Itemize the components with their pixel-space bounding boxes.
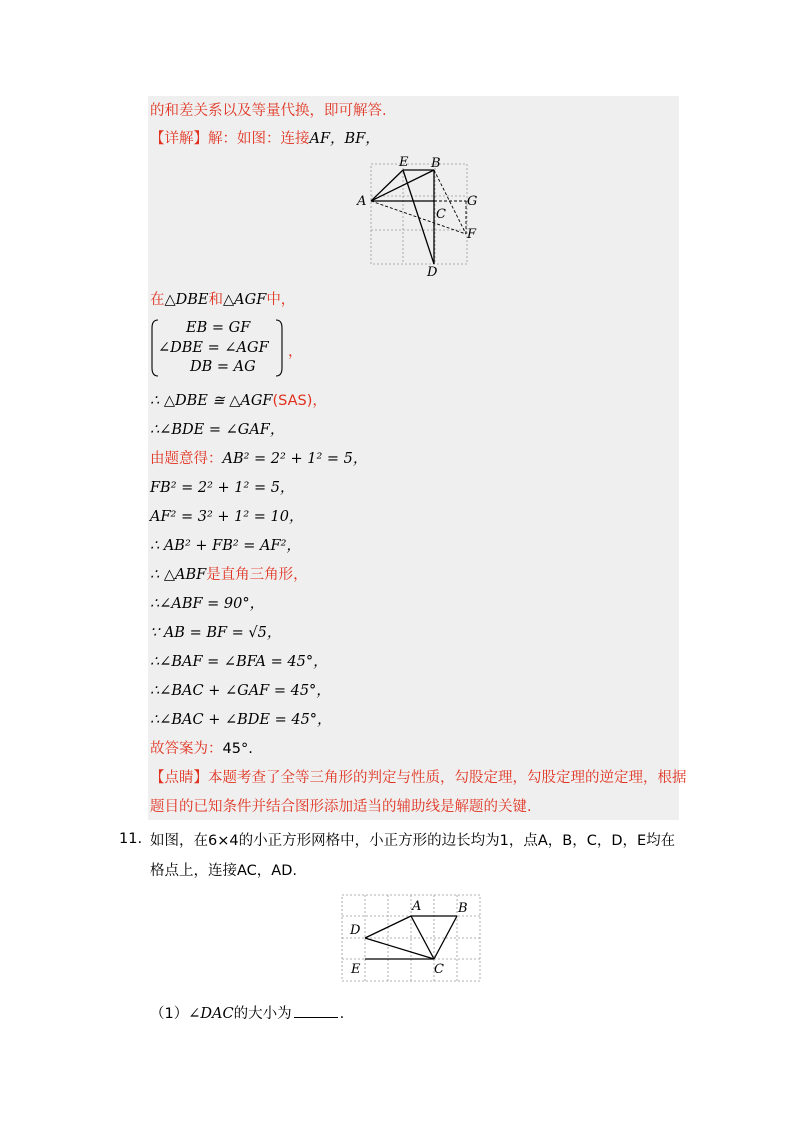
fig2-label-D: D — [350, 923, 361, 938]
detail-text: 解：如图：连接 — [208, 131, 310, 147]
af-squared: AF² = 3² + 1² = 10， — [150, 509, 304, 525]
comment-text-1: 本题考查了全等三角形的判定与性质，勾股定理，勾股定理的逆定理，根据 — [208, 770, 687, 786]
equation-system — [150, 318, 303, 378]
ab-squared: AB² = 2² + 1² = 5， — [222, 451, 368, 467]
comment-tag: 【点睛】 — [150, 770, 208, 786]
fig1-label-D: D — [427, 265, 438, 280]
answer-line — [150, 739, 253, 759]
system-eq-2: ∠DBE = ∠AGF — [158, 340, 269, 356]
angle-bde-gaf: ∴∠BDE = ∠GAF， — [150, 422, 285, 438]
right-triangle-line — [150, 565, 308, 585]
sub1-prefix: （1） — [150, 1006, 189, 1022]
fig2-label-B: B — [458, 901, 468, 916]
detail-math: AF，BF， — [309, 131, 380, 147]
detail-line — [150, 129, 380, 149]
and-text: 和 — [208, 292, 224, 308]
fig1-label-E: E — [399, 155, 409, 170]
figure-1-dashed-lines — [371, 170, 466, 234]
question-line-1: 如图，在6×4的小正方形网格中，小正方形的边长均为1，点A，B，C，D，E均在 — [150, 833, 676, 849]
right-triangle-text: 是直角三角形， — [206, 567, 308, 583]
fig1-label-F: F — [467, 227, 477, 242]
system-eq-3: DB = AG — [190, 359, 256, 375]
triangle-dbe: △DBE — [164, 292, 209, 308]
line2-DC — [365, 938, 434, 959]
figure-1-solid-lines — [371, 170, 434, 264]
ab-bf-line: ∵ AB = BF = √5， — [150, 625, 282, 641]
sub1-end: . — [339, 1006, 345, 1022]
detail-tag: 【详解】 — [150, 131, 208, 147]
fig2-label-A: A — [412, 899, 422, 914]
system-end: ， — [288, 344, 303, 360]
baf-45-line: ∴∠BAF = ∠BFA = 45°， — [150, 654, 328, 670]
intent-line — [150, 449, 367, 469]
bac-gaf-line: ∴∠BAC + ∠GAF = 45°， — [150, 683, 331, 699]
pythagoras-line: ∴ AB² + FB² = AF²， — [150, 538, 301, 554]
congruent-sas: (SAS)， — [272, 393, 327, 409]
line2-BC — [434, 916, 457, 959]
figure-2 — [340, 893, 482, 983]
comment-line-1 — [150, 768, 687, 788]
sub1-angle: ∠DAC — [188, 1006, 234, 1022]
right-triangle-math: ∴ △ABF — [150, 567, 207, 583]
fig2-label-C: C — [434, 962, 444, 977]
fig1-label-A: A — [357, 194, 367, 209]
fig2-label-E: E — [351, 962, 361, 977]
solution-line-1: 的和差关系以及等量代换，即可解答. — [150, 103, 387, 119]
answer-text: 故答案为： — [150, 741, 223, 757]
comment-line-2: 题目的已知条件并结合图形添加适当的辅助线是解题的关键. — [150, 799, 532, 815]
figure-1 — [355, 154, 485, 280]
in-suffix: 中， — [266, 292, 296, 308]
fig1-label-G: G — [467, 194, 478, 209]
abf-90-line: ∴∠ABF = 90°， — [150, 596, 265, 612]
question-line-2: 格点上，连接AC，AD. — [150, 863, 297, 879]
bac-bde-line: ∴∠BAC + ∠BDE = 45°， — [150, 712, 332, 728]
fig1-label-C: C — [436, 207, 446, 222]
sub-question-1 — [150, 1003, 344, 1024]
figure-2-lines — [365, 916, 457, 959]
in-prefix: 在 — [150, 292, 165, 308]
triangle-agf: △AGF — [223, 292, 267, 308]
line-ED — [403, 170, 434, 264]
answer-value: 45°. — [222, 741, 253, 757]
figure-1-grid — [371, 164, 467, 264]
in-triangles-line — [150, 290, 295, 310]
congruent-line — [150, 391, 327, 411]
sub1-text: 的大小为 — [233, 1006, 292, 1022]
fb-squared: FB² = 2² + 1² = 5， — [150, 480, 295, 496]
congruent-math: ∴ △DBE ≅ △AGF — [150, 393, 273, 409]
system-eq-1: EB = GF — [186, 320, 251, 336]
fig1-label-B: B — [431, 156, 441, 171]
question-number: 11. — [119, 831, 143, 847]
answer-blank[interactable] — [294, 1003, 338, 1018]
intent-text: 由题意得： — [150, 451, 223, 467]
